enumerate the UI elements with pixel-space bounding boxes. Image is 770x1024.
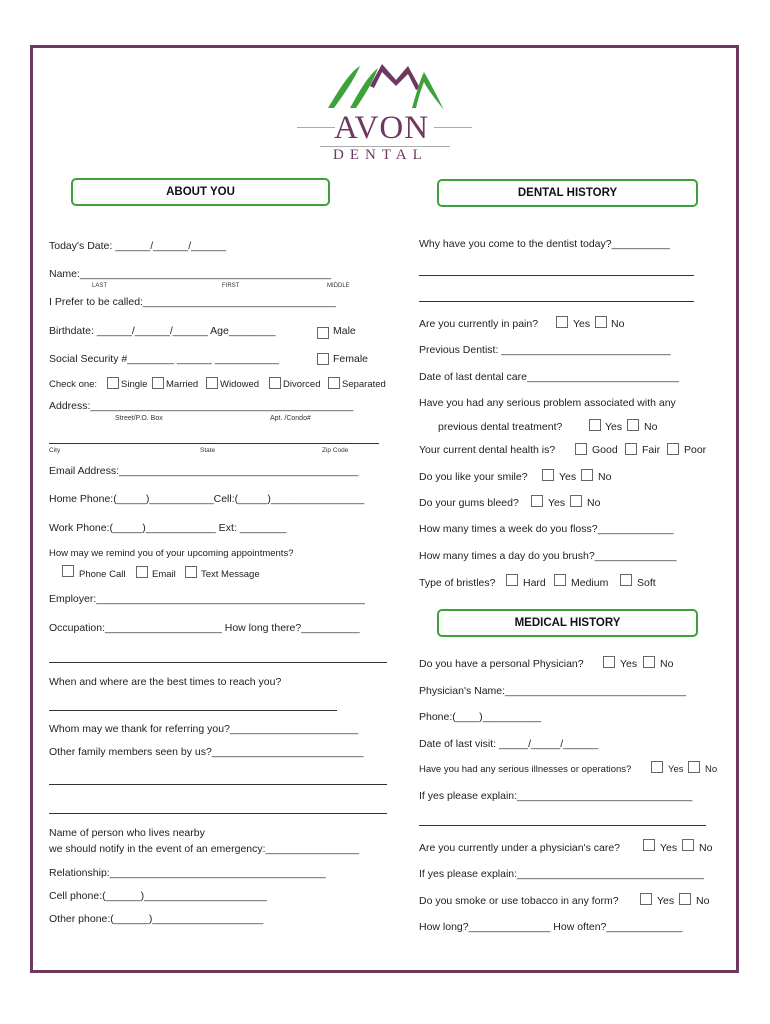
name-middle-label: MIDDLE — [327, 283, 350, 289]
health-fair-label: Fair — [642, 444, 661, 456]
zip-label: Zip Code — [322, 447, 349, 454]
best-times-label: When and where are the best times to reach you? — [49, 676, 282, 688]
state-label: State — [200, 447, 216, 454]
tobacco-question: Do you smoke or use tobacco in any form? — [419, 895, 619, 907]
referral-field[interactable]: Whom may we thank for referring you?______________________ — [49, 723, 359, 735]
bristles-hard-checkbox[interactable] — [506, 574, 518, 586]
pain-no-checkbox[interactable] — [595, 316, 607, 328]
why-visit-field[interactable]: Why have you come to the dentist today?__________ — [419, 238, 671, 250]
occupation-extra-line[interactable] — [49, 662, 387, 663]
mountain-logo-icon — [320, 58, 450, 113]
bristles-medium-checkbox[interactable] — [554, 574, 566, 586]
email-option-label: Email — [152, 569, 176, 580]
care-no-label: No — [699, 842, 713, 854]
pain-yes-label: Yes — [573, 318, 591, 330]
tobacco-no-label: No — [696, 895, 710, 907]
care-explain-field[interactable]: If yes please explain:________________________________ — [419, 868, 704, 880]
best-times-line[interactable] — [49, 710, 337, 711]
smile-no-label: No — [598, 471, 612, 483]
female-checkbox[interactable] — [317, 353, 329, 365]
male-label: Male — [333, 325, 356, 337]
email-field[interactable]: Email Address:_________________________________________ — [49, 465, 359, 477]
illness-yes-checkbox[interactable] — [651, 761, 663, 773]
tobacco-duration-field[interactable]: How long?______________ How often?_____________ — [419, 921, 683, 933]
illness-no-label: No — [705, 764, 718, 775]
phone-call-label: Phone Call — [79, 569, 126, 580]
address-apt-label: Apt. /Condo# — [270, 415, 311, 422]
health-poor-label: Poor — [684, 444, 707, 456]
dental-health-question: Your current dental health is? — [419, 444, 556, 456]
family-line-1[interactable] — [49, 784, 387, 785]
address-street-label: Street/P.O. Box — [115, 415, 163, 422]
physician-name-field[interactable]: Physician's Name:_______________________________ — [419, 685, 687, 697]
gums-yes-label: Yes — [548, 497, 566, 509]
city-label: City — [49, 447, 61, 454]
married-checkbox[interactable] — [152, 377, 164, 389]
health-good-label: Good — [592, 444, 618, 456]
brand-name: AVON — [334, 110, 430, 146]
pain-no-label: No — [611, 318, 625, 330]
problem-question-2: previous dental treatment? — [438, 421, 563, 433]
why-line-1[interactable] — [419, 275, 694, 276]
employer-field[interactable]: Employer:______________________________________________ — [49, 593, 365, 605]
about-you-header: ABOUT YOU — [71, 178, 330, 206]
male-checkbox[interactable] — [317, 327, 329, 339]
other-phone-field[interactable]: Other phone:(______)___________________ — [49, 913, 264, 925]
bristles-hard-label: Hard — [523, 577, 546, 589]
care-no-checkbox[interactable] — [682, 839, 694, 851]
problem-no-checkbox[interactable] — [627, 419, 639, 431]
city-line[interactable] — [49, 443, 379, 444]
remind-label: How may we remind you of your upcoming appointments? — [49, 548, 294, 559]
email-checkbox[interactable] — [136, 566, 148, 578]
home-phone-field[interactable]: Home Phone:(_____)___________Cell:(_____)________________ — [49, 493, 365, 505]
care-yes-label: Yes — [660, 842, 678, 854]
work-phone-field[interactable]: Work Phone:(_____)____________ Ext: ________ — [49, 522, 287, 534]
health-fair-checkbox[interactable] — [625, 443, 637, 455]
divorced-checkbox[interactable] — [269, 377, 281, 389]
family-line-2[interactable] — [49, 813, 387, 814]
text-message-checkbox[interactable] — [185, 566, 197, 578]
birthdate-field[interactable]: Birthdate: ______/______/______ Age________ — [49, 325, 276, 337]
separated-checkbox[interactable] — [328, 377, 340, 389]
check-one-label: Check one: — [49, 379, 98, 390]
separated-label: Separated — [342, 379, 386, 390]
logo-rule-left — [297, 127, 335, 128]
todays-date-field[interactable]: Today's Date: ______/______/______ — [49, 240, 227, 252]
health-poor-checkbox[interactable] — [667, 443, 679, 455]
tobacco-yes-label: Yes — [657, 895, 675, 907]
logo-rule-right — [434, 127, 472, 128]
name-first-label: FIRST — [222, 283, 240, 289]
brand-sub: DENTAL — [333, 147, 428, 163]
widowed-label: Widowed — [220, 379, 260, 390]
bristles-question: Type of bristles? — [419, 577, 496, 589]
dental-history-header: DENTAL HISTORY — [437, 179, 698, 207]
phone-call-checkbox[interactable] — [62, 565, 74, 577]
name-field[interactable]: Name:___________________________________________ — [49, 268, 332, 280]
care-yes-checkbox[interactable] — [643, 839, 655, 851]
smile-yes-checkbox[interactable] — [542, 469, 554, 481]
brush-field[interactable]: How many times a day do you brush?______________ — [419, 550, 677, 562]
name-last-label: LAST — [92, 283, 108, 289]
problem-question-1: Have you had any serious problem associated with any — [419, 397, 676, 409]
gums-no-label: No — [587, 497, 601, 509]
female-label: Female — [333, 353, 369, 365]
gums-yes-checkbox[interactable] — [531, 495, 543, 507]
relationship-field[interactable]: Relationship:_____________________________________ — [49, 867, 326, 879]
ssn-field[interactable]: Social Security #________ ______ ___________ — [49, 353, 280, 365]
pain-question: Are you currently in pain? — [419, 318, 539, 330]
problem-yes-label: Yes — [605, 421, 623, 433]
divorced-label: Divorced — [283, 379, 321, 390]
physician-no-checkbox[interactable] — [643, 656, 655, 668]
preferred-name-field[interactable]: I Prefer to be called:_________________________________ — [49, 296, 336, 308]
floss-field[interactable]: How many times a week do you floss?_____________ — [419, 523, 674, 535]
physician-yes-label: Yes — [620, 658, 638, 670]
problem-no-label: No — [644, 421, 658, 433]
health-good-checkbox[interactable] — [575, 443, 587, 455]
tobacco-no-checkbox[interactable] — [679, 893, 691, 905]
bristles-soft-label: Soft — [637, 577, 656, 589]
bristles-medium-label: Medium — [571, 577, 609, 589]
illness-explain-field[interactable]: If yes please explain:______________________________ — [419, 790, 693, 802]
emergency-label-1: Name of person who lives nearby — [49, 827, 205, 839]
smile-no-checkbox[interactable] — [581, 469, 593, 481]
address-field[interactable]: Address:_____________________________________________ — [49, 400, 354, 412]
smile-yes-label: Yes — [559, 471, 577, 483]
bristles-soft-checkbox[interactable] — [620, 574, 632, 586]
married-label: Married — [166, 379, 199, 390]
illness-yes-label: Yes — [668, 764, 684, 775]
physician-yes-checkbox[interactable] — [603, 656, 615, 668]
family-field[interactable]: Other family members seen by us?__________________________ — [49, 746, 364, 758]
pain-yes-checkbox[interactable] — [556, 316, 568, 328]
tobacco-yes-checkbox[interactable] — [640, 893, 652, 905]
last-dental-care-field[interactable]: Date of last dental care__________________________ — [419, 371, 679, 383]
single-label: Single — [121, 379, 148, 390]
text-message-label: Text Message — [201, 569, 260, 580]
illness-question: Have you had any serious illnesses or operations? — [419, 764, 632, 775]
under-care-question: Are you currently under a physician's care? — [419, 842, 621, 854]
emergency-field[interactable]: we should notify in the event of an emergency:________________ — [49, 843, 359, 855]
problem-yes-checkbox[interactable] — [589, 419, 601, 431]
last-visit-field[interactable]: Date of last visit: _____/_____/______ — [419, 738, 599, 750]
physician-question: Do you have a personal Physician? — [419, 658, 584, 670]
gums-no-checkbox[interactable] — [570, 495, 582, 507]
gums-question: Do your gums bleed? — [419, 497, 519, 509]
single-checkbox[interactable] — [107, 377, 119, 389]
smile-question: Do you like your smile? — [419, 471, 528, 483]
physician-phone-field[interactable]: Phone:(____)__________ — [419, 711, 542, 723]
physician-no-label: No — [660, 658, 674, 670]
illness-no-checkbox[interactable] — [688, 761, 700, 773]
medical-history-header: MEDICAL HISTORY — [437, 609, 698, 637]
illness-explain-line[interactable] — [419, 825, 706, 826]
previous-dentist-field[interactable]: Previous Dentist: _____________________________ — [419, 344, 671, 356]
occupation-field[interactable]: Occupation:____________________ How long there?__________ — [49, 622, 360, 634]
why-line-2[interactable] — [419, 301, 694, 302]
widowed-checkbox[interactable] — [206, 377, 218, 389]
cell-phone-field[interactable]: Cell phone:(______)_____________________ — [49, 890, 267, 902]
